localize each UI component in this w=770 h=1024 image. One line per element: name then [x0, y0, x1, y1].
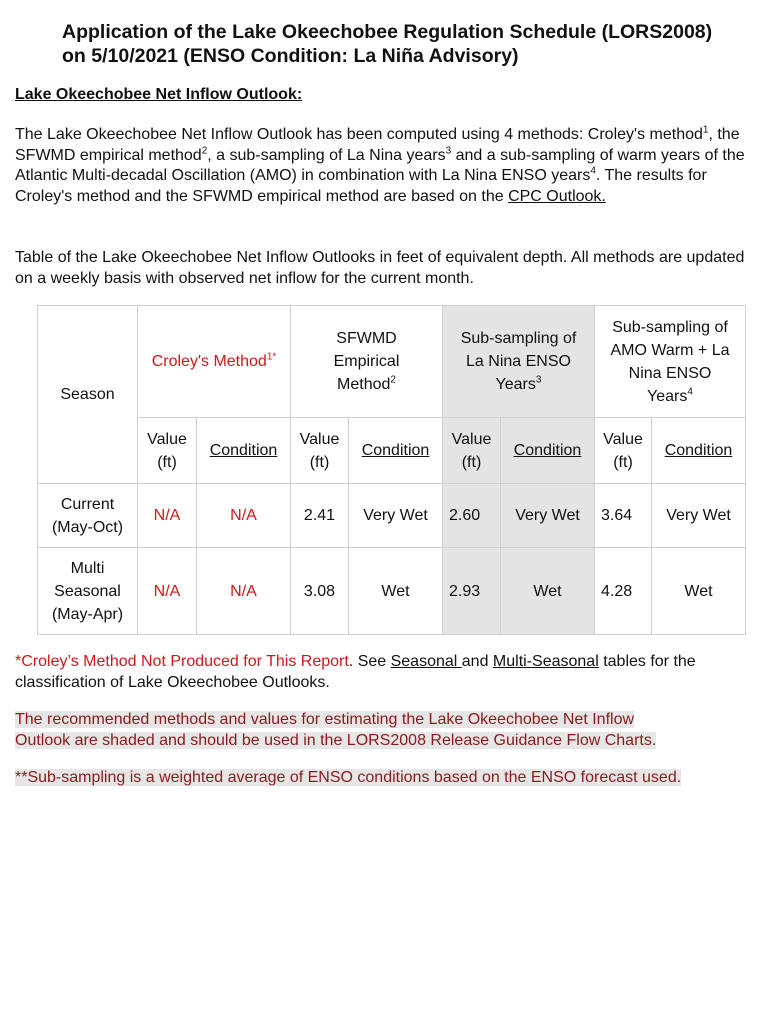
season-cell: Multi Seasonal (May-Apr) — [38, 548, 138, 635]
lanina-condition: Wet — [501, 548, 595, 635]
croley-value-header: Value (ft) — [138, 418, 197, 484]
seasonal-link[interactable]: Seasonal — [390, 653, 462, 670]
multi-seasonal-link[interactable]: Multi-Seasonal — [492, 653, 599, 670]
amo-condition: Very Wet — [652, 484, 746, 548]
sfwmd-method-header: SFWMD Empirical Method$^2$ — [291, 306, 443, 418]
title-line-2: on 5/10/2021 (ENSO Condition: La Niña Advisory) — [62, 45, 519, 67]
footnote-ref-4: 4 — [590, 165, 596, 177]
title-line-1: Application of the Lake Okeechobee Regulation Schedule (LORS2008) — [62, 21, 713, 43]
section-heading: Lake Okeechobee Net Inflow Outlook: — [15, 86, 303, 103]
croley-condition: N/A — [197, 548, 291, 635]
amo-condition-header: Condition — [652, 418, 746, 484]
lanina-condition-header: Condition — [501, 418, 595, 484]
amo-condition: Wet — [652, 548, 746, 635]
sfwmd-value: 2.41 — [291, 484, 349, 548]
intro-text-3: , a sub-sampling of La Nina years — [207, 146, 446, 164]
amo-value: 4.28 — [595, 548, 652, 635]
season-cell: Current (May-Oct) — [38, 484, 138, 548]
lanina-value-header: Value (ft) — [443, 418, 501, 484]
season-header: Season — [38, 306, 138, 484]
croley-value: N/A — [138, 484, 197, 548]
intro-text-2: , the SFWMD empirical method — [15, 126, 740, 164]
intro-text-5: . The results for Croley's method and the SFWMD empirical method are based on the — [15, 167, 707, 205]
footnote-ref-2: 2 — [201, 145, 208, 157]
intro-paragraph — [15, 125, 760, 207]
lanina-value: 2.93 — [443, 548, 501, 635]
subsampling-note: **Sub-sampling is a weighted average of ENSO conditions based on the ENSO forecast used. — [15, 769, 682, 786]
footnote-ref-1: 1 — [702, 124, 709, 136]
sfwmd-value-header: Value (ft) — [291, 418, 349, 484]
table-row — [38, 484, 746, 548]
lanina-condition: Very Wet — [501, 484, 595, 548]
table-description: Table of the Lake Okeechobee Net Inflow Outlooks in feet of equivalent depth. All methods are updated on a weekly basis with observed net inflow for the current month. — [15, 249, 745, 287]
lanina-value: 2.60 — [443, 484, 501, 548]
croley-condition: N/A — [197, 484, 291, 548]
croley-method-header: Croley's Method$^{1*}$ — [138, 306, 291, 418]
table-row — [38, 548, 746, 635]
page-title — [62, 20, 752, 68]
amo-value: 3.64 — [595, 484, 652, 548]
footnote-ref-3: 3 — [445, 145, 452, 157]
intro-text-4: and a sub-sampling of warm years of the Atlantic Multi-decadal Oscillation (AMO) in combination with La Nina ENSO years — [15, 146, 745, 184]
croley-note: *Croley’s Method Not Produced for This Report. See Seasonal and Multi-Seasonal tables for the classification of Lake Okeechobee Outlooks. — [15, 653, 696, 691]
croley-condition-header: Condition — [197, 418, 291, 484]
amo-value-header: Value (ft) — [595, 418, 652, 484]
sfwmd-value: 3.08 — [291, 548, 349, 635]
sfwmd-condition: Very Wet — [349, 484, 443, 548]
lanina-method-header: Sub-sampling of La Nina ENSO Years$^3$ — [443, 306, 595, 418]
recommended-methods-note: The recommended methods and values for estimating the Lake Okeechobee Net Inflow Outlook are shaded and should be used in the LORS2008 Release Guidance Flow Charts. — [15, 711, 657, 749]
sfwmd-condition: Wet — [349, 548, 443, 635]
net-inflow-outlook-table — [37, 305, 746, 635]
intro-text-1: The Lake Okeechobee Net Inflow Outlook has been computed using 4 methods: Croley's method — [15, 126, 703, 143]
sfwmd-condition-header: Condition — [349, 418, 443, 484]
amo-method-header: Sub-sampling of AMO Warm + La Nina ENSO Years$^4$ — [595, 306, 746, 418]
croley-value: N/A — [138, 548, 197, 635]
cpc-outlook-link[interactable]: CPC Outlook. — [508, 187, 606, 205]
